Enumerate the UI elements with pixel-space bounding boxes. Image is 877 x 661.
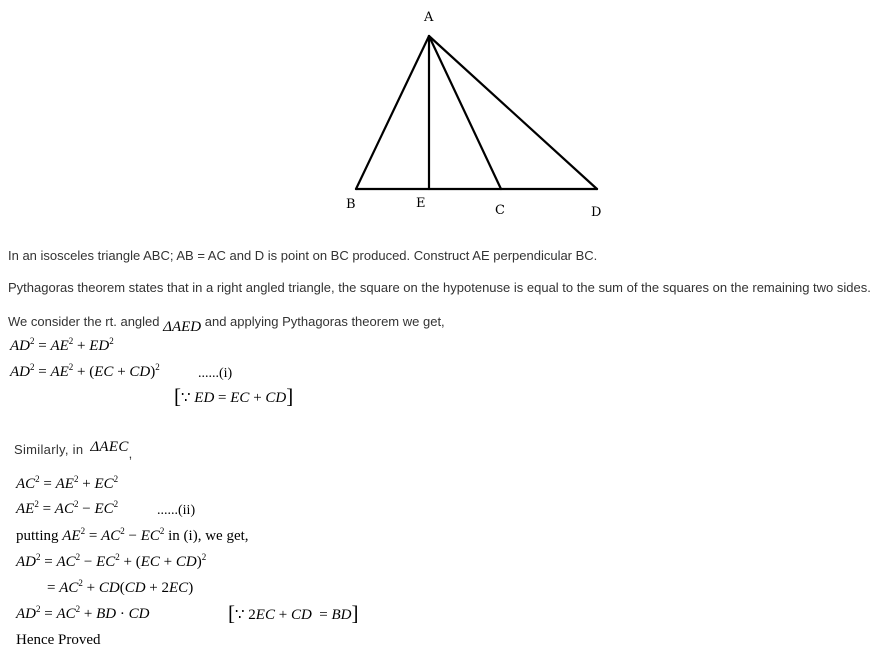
segment-ac [429, 36, 501, 189]
similarly-line [14, 439, 133, 461]
label-a: A [424, 10, 434, 25]
given-statement: In an isosceles triangle ABC; AB = AC and D is point on BC produced. Construct AE perpendicular BC. [8, 248, 598, 263]
segment-ab [356, 36, 429, 189]
putting-line: putting $AE^2 = AC^2 - EC^2$ in (i), we get, [16, 526, 249, 544]
label-d: D [591, 205, 602, 220]
because-bd: [∵ 2EC + CD = BD] [228, 601, 359, 625]
putting-text-after: in (i), we get, [168, 528, 249, 544]
consider-text-after: and applying Pythagoras theorem we get, [204, 314, 445, 329]
hence-proved: Hence Proved [16, 632, 101, 648]
equation-1: $AD^2 = AE^2 + ED^2$ [10, 336, 114, 354]
equation-2: $AD^2 = AE^2 + (EC + CD)^2$ [10, 362, 160, 380]
triangle-aec: ΔAEC [90, 439, 129, 455]
putting-text-before: putting [16, 528, 59, 544]
equation-3: $AC^2 = AE^2 + EC^2$ [16, 474, 119, 492]
consider-text-before: We consider the rt. angled [8, 314, 160, 329]
similarly-text-before: Similarly, in [14, 442, 84, 457]
segment-ad [429, 36, 597, 189]
equation-7: $AD^2 = AC^2$ + BD · CD [16, 604, 150, 622]
equation-ref-i [198, 366, 232, 382]
equation-4: $AE^2 = AC^2 - EC^2$ [16, 499, 119, 517]
equation-label-ii: ......(ii) [157, 503, 196, 518]
triangle-aed: ΔAED [163, 319, 202, 335]
equation-ref-ii [157, 503, 195, 519]
because-ed: [∵ ED = EC + CD] [174, 384, 294, 408]
consider-line [8, 314, 445, 335]
triangle-figure [0, 0, 877, 225]
equation-label-i: ......(i) [198, 366, 233, 381]
similarly-text-after: , [128, 446, 133, 461]
theorem-statement: Pythagoras theorem states that in a right angled triangle, the square on the hypotenuse is equal to the sum of the squares on the remaining two sides. [8, 280, 871, 295]
equation-6: = $AC^2 + CD(CD + 2EC)$ [47, 578, 194, 596]
label-e: E [416, 196, 426, 211]
label-c: C [495, 203, 505, 218]
label-b: B [346, 197, 356, 212]
equation-5: $AD^2 = AC^2 - EC^2 + (EC + CD)^2$ [16, 552, 207, 570]
